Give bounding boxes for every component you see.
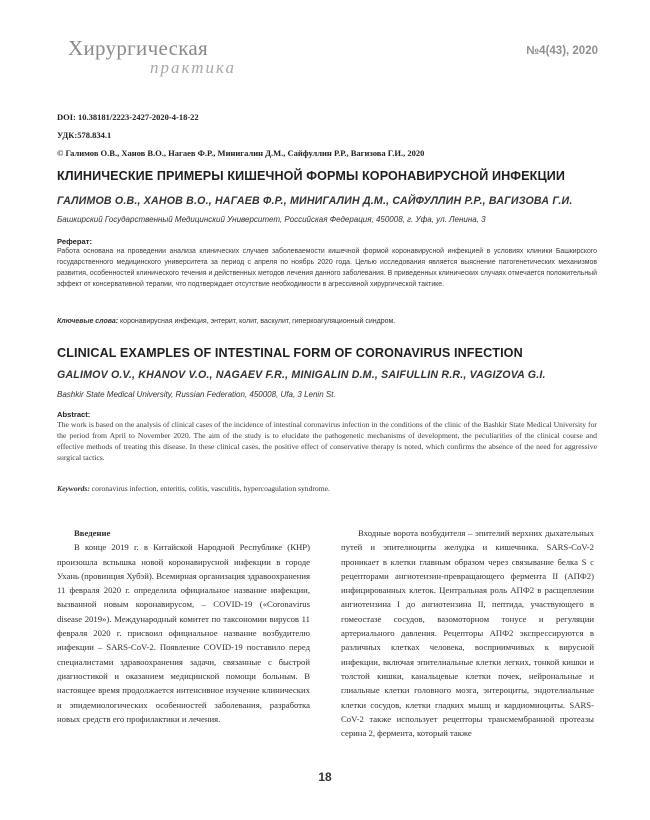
keywords-label-ru: Ключевые слова:	[57, 318, 119, 325]
keywords-label-en: Keywords:	[57, 484, 90, 493]
keywords-text-en: coronavirus infection, enteritis, colitis, vasculitis, hypercoagulation syndrome.	[89, 484, 330, 493]
body-column-2	[341, 526, 594, 740]
authors-en: GALIMOV O.V., KHANOV V.O., NAGAEV F.R., MINIGALIN D.M., SAIFULLIN R.R., VAGIZOVA G.I.	[57, 369, 546, 381]
keywords-ru	[57, 318, 395, 325]
body-paragraph: Входные ворота возбудителя – эпителий верхних дыхательных путей и эпителиоциты желудка и кишечника. SARS-CoV-2 проникает в клетки главным образом через связывание белка S с рецепторами ангиотензин-превращающего фермента II (АПФ2) инфицированных клеток. Центральная роль АПФ2 в расщеплении ангиотензина I до ангиотензина II, пептида, участвующего в гомеостазе сосудов, вазомоторном тонусе и регуляции артериального давления. Рецепторы АПФ2 экспрессируются в различных клетках человека, восприимчивых к вирусной инфекции, включая эпителиальные клетки легких, тонкой кишки и толстой кишки, канальцевые клетки почек, нейрональные и глиальные клетки головного мозга, энтероциты, эндотелиальные клетки сосудов, клетки гладких мышц и кардиомиоциты. SARS-CoV-2 также использует рецепторы трансмембранной протеазы серина 2, фермента, который также	[341, 528, 594, 739]
journal-logo	[68, 36, 238, 84]
abstract-ru: Работа основана на проведении анализа клинических случаев заболеваемости кишечной формой коронавирусной инфекцией в условиях клиники Башкирского государственного медицинского университета за период с апреля по ноябрь 2020 года. Целью исследования является выяснение патогенетических механизмов развития, особенностей клинического течения и действенных методов лечения данного заболевания. В приведенных клинических случаях отмечается положительный эффект от консервативной терапии, что подтверждает отсутствие необходимости в агрессивной хирургической тактике.	[57, 248, 597, 288]
body-column-1	[57, 526, 310, 726]
keywords-text-ru: коронавирусная инфекция, энтерит, колит, васкулит, гиперкоагуляционный синдром.	[118, 318, 396, 325]
copyright: © Галимов О.В., Ханов В.О., Нагаев Ф.Р., Минигалин Д.М., Сайфуллин Р.Р., Вагизова Г.И., 2020	[57, 148, 425, 158]
issue-number: №4(43), 2020	[526, 45, 598, 57]
abstract-label-ru: Реферат:	[57, 237, 92, 246]
title-en: CLINICAL EXAMPLES OF INTESTINAL FORM OF CORONAVIRUS INFECTION	[57, 346, 523, 360]
affiliation-ru: Башкирский Государственный Медицинский Университет, Российская Федерация, 450008, г. Уфа, ул. Ленина, 3	[57, 215, 486, 224]
page-number: 18	[318, 770, 332, 784]
section-heading-intro: Введение	[74, 528, 111, 538]
doi: DOI: 10.38181/2223-2427-2020-4-18-22	[57, 112, 199, 122]
authors-ru: ГАЛИМОВ О.В., ХАНОВ В.О., НАГАЕВ Ф.Р., МИНИГАЛИН Д.М., САЙФУЛЛИН Р.Р., ВАГИЗОВА Г.И.	[57, 195, 573, 207]
journal-subtitle: практика	[150, 58, 237, 77]
abstract-label-en: Abstract:	[57, 410, 91, 419]
keywords-en	[57, 484, 330, 493]
intro-paragraph: В конце 2019 г. в Китайской Народной Республике (КНР) произошла вспышка новой коронавирусной инфекции в городе Ухань (провинция Хубэй). Всемирная организация здравоохранения 11 февраля 2020 г. определила официальное название инфекции, вызванной новым коронавирусом, – COVID-19 («Coronavirus disease 2019»). Международный комитет по таксономии вирусов 11 февраля 2020 г. присвоил официальное название возбудителю инфекции – SARS-CoV-2. Появление COVID-19 поставило перед специалистами здравоохранения задачи, связанные с быстрой диагностикой и оказанием медицинской помощи больным. В настоящее время продолжается интенсивное изучение клинических и эпидемиологических особенностей заболевания, разработка новых средств его профилактики и лечения.	[57, 542, 310, 724]
title-ru: КЛИНИЧЕСКИЕ ПРИМЕРЫ КИШЕЧНОЙ ФОРМЫ КОРОНАВИРУСНОЙ ИНФЕКЦИИ	[57, 169, 566, 183]
abstract-en: The work is based on the analysis of clinical cases of the incidence of intestinal coronavirus infection in the conditions of the clinic of the Bashkir State Medical University for the period from April to November 2020. The aim of the study is to elucidate the pathogenetic mechanisms of development, the peculiarities of the clinical course and effective methods of treating this disease. In these clinical cases, the positive effect of conservative therapy is noted, which confirms the absence of the need for aggressive surgical tactics.	[57, 420, 597, 462]
journal-title: Хирургическая	[68, 36, 208, 60]
affiliation-en: Bashkir State Medical University, Russian Federation, 450008, Ufa, 3 Lenin St.	[57, 390, 336, 399]
udc: УДК:578.834.1	[57, 130, 112, 140]
